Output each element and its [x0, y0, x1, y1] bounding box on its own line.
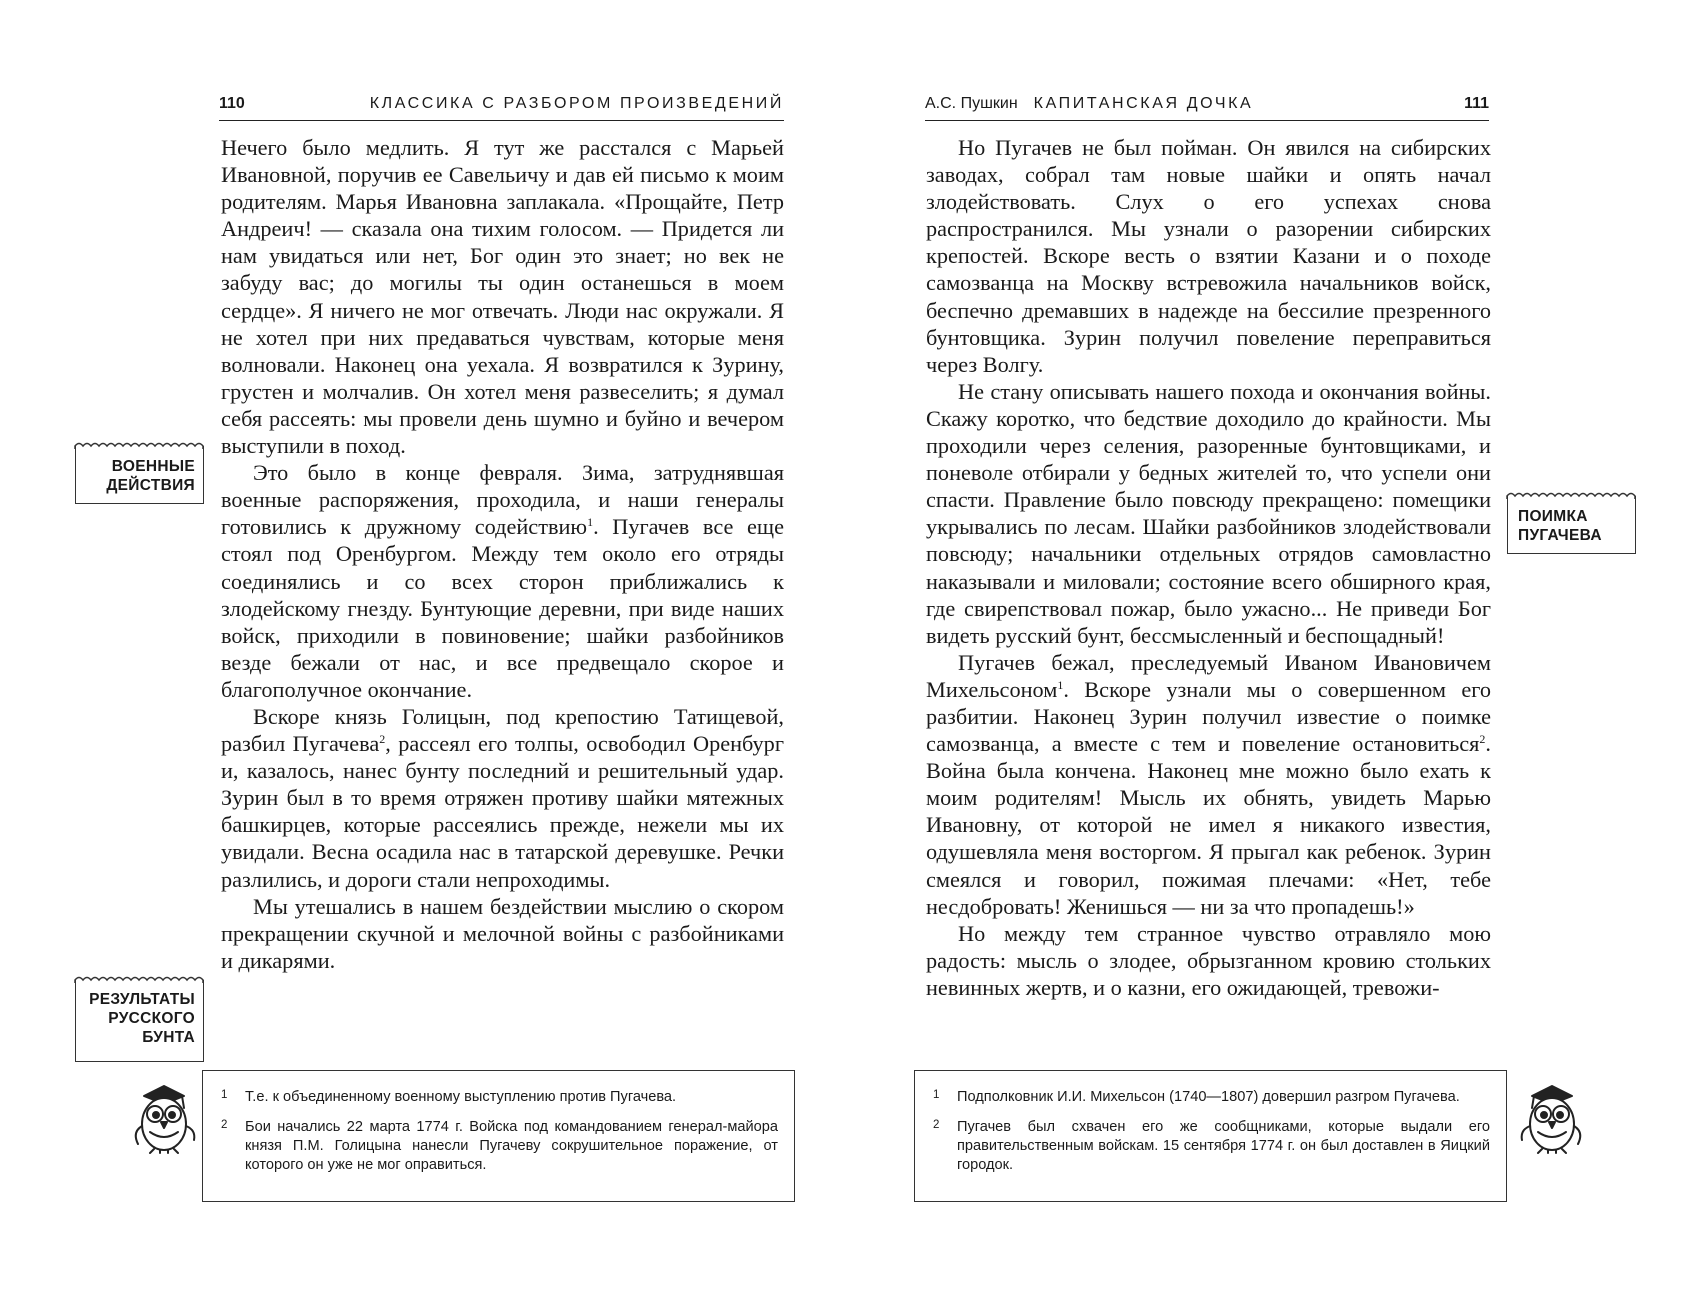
footnote: 2 Бои начались 22 марта 1774 г. Войска под командованием генерал-майора князя П.М. Голицына нанесли Пугачеву сокрушительное поражение, от которого он уже не мог оправиться. — [221, 1119, 778, 1173]
footnote-ref: 1 — [1057, 677, 1064, 692]
margin-tag-military: ВОЕННЫЕ ДЕЙСТВИЯ — [75, 446, 204, 504]
right-footnotes-box — [914, 1070, 1507, 1202]
torn-edge-icon — [74, 440, 207, 450]
paragraph: Но Пугачев не был пойман. Он явился на сибирских заводах, собрал там новые шайки и опять начал злодействовать. Слух о его успехах снова распространился. Мы узнали о разорении сибирских крепостей. Вскоре весть о взятии Казани и о походе самозванца на Москву встревожила начальников войск, беспечно дремавших в надежде на бессилие презренного бунтовщика. Зурин получил повеление переправиться через Волгу. — [926, 135, 1491, 377]
footnote: 1 Подполковник И.И. Михельсон (1740—1807) довершил разгром Пугачева. — [933, 1089, 1460, 1105]
paragraph: Но между тем странное чувство отравляло мою радость: мысль о злодее, обрызганном кровию стольких невинных жертв, и о казни, его ожидающей, тревожи- — [926, 920, 1491, 1000]
footnote-ref: 2 — [379, 732, 386, 747]
right-page-header — [925, 94, 1489, 121]
paragraph: Это было в конце февраля. Зима, затруднявшая военные распоряжения, проходила, и наши генералы готовились к дружному содействию$^1$. Пугачев все еще стоял под Оренбургом. Между тем около его отряды соединялись и со всех сторон приближались к злодейскому гнезду. Бунтующие деревни, при виде наших войск, приходили в повиновение; шайки разбойников везде бежали от нас, и все предвещало скорое и благополучное окончание. — [221, 460, 784, 702]
margin-tag-results: РЕЗУЛЬТАТЫ РУССКОГО БУНТА — [75, 980, 204, 1062]
paragraph: Вскоре князь Голицын, под крепостию Татищевой, разбил Пугачева$^2$, рассеял его толпы, освободил Оренбург и, казалось, нанес бунту последний и решительный удар. Зурин был в то время отряжен противу шайки мятежных башкирцев, которые рассеялись прежде, нежели мы их увидали. Весна осадила нас в татарской деревушке. Речки разлились, и дороги стали непроходимы. — [221, 703, 784, 892]
paragraph: Мы утешались в нашем бездействии мыслию о скором прекращении скучной и мелочной войны с разбойниками и дикарями. — [221, 893, 784, 973]
footnote: 2 Пугачев был схвачен его же сообщниками, которые выдали его правительственным войскам. 15 сентября 1774 г. он был доставлен в Яицкий городок. — [933, 1119, 1490, 1173]
left-page-body — [221, 134, 784, 974]
margin-tag-capture: ПОИМКА ПУГАЧЕВА — [1507, 496, 1636, 554]
right-page-number: 111 — [1464, 95, 1489, 112]
right-running-title: КАПИТАНСКАЯ ДОЧКА — [1033, 95, 1254, 112]
left-footnotes-box — [202, 1070, 795, 1202]
left-page-header — [219, 94, 784, 121]
footnote-ref: 1 — [587, 515, 594, 530]
left-page-number: 110 — [219, 95, 245, 112]
owl-professor-icon — [1512, 1074, 1592, 1154]
owl-professor-icon — [124, 1074, 204, 1154]
torn-edge-icon — [1506, 490, 1639, 500]
author-name: А.С. Пушкин — [925, 95, 1018, 112]
paragraph: Нечего было медлить. Я тут же расстался с Марьей Ивановной, поручив ее Савельичу и дав ей письмо к моим родителям. Марья Ивановна заплакала. «Прощайте, Петр Андреич! — сказала она тихим голосом. — Придется ли нам увидаться или нет, Бог один это знает; но век не забуду вас; до могилы ты один останешься в моем сердце». Я ничего не мог отвечать. Люди нас окружали. Я не хотел при них предаваться чувствам, которые меня волновали. Наконец она уехала. Я возвратился к Зурину, грустен и молчалив. Он хотел меня развеселить; я думал себя рассеять: мы провели день шумно и буйно и вечером выступили в поход. — [221, 135, 784, 459]
footnote: 1 Т.е. к объединенному военному выступлению против Пугачева. — [221, 1089, 677, 1105]
footnote-ref: 2 — [1479, 732, 1486, 747]
right-page-body — [926, 134, 1491, 1001]
right-running-title-group — [925, 95, 1253, 113]
torn-edge-icon — [74, 974, 207, 984]
left-running-title: КЛАССИКА С РАЗБОРОМ ПРОИЗВЕДЕНИЙ — [369, 95, 784, 112]
paragraph: Не стану описывать нашего похода и окончания войны. Скажу коротко, что бедствие доходило до крайности. Мы проходили через селения, разоренные бунтовщиками, и поневоле отбирали у бедных жителей то, что успели они спасти. Правление было повсюду прекращено: помещики укрывались по лесам. Шайки разбойников злодействовали повсюду; начальники отдельных отрядов самовластно наказывали и миловали; состояние всего обширного края, где свирепствовал пожар, было ужасно... Не приведи Бог видеть русский бунт, бессмысленный и беспощадный! — [926, 378, 1491, 648]
paragraph: Пугачев бежал, преследуемый Иваном Ивановичем Михельсоном$^1$. Вскоре узнали мы о совершенном его разбитии. Наконец Зурин получил известие о поимке самозванца, а вместе с тем и повеление остановиться$^2$. Война была кончена. Наконец мне можно было ехать к моим родителям! Мысль их обнять, увидеть Марью Ивановну, от которой не имел я никакого известия, одушевляла меня восторгом. Я прыгал как ребенок. Зурин смеялся и говорил, пожимая плечами: «Нет, тебе несдобровать! Женишься — ни за что пропадешь!» — [926, 649, 1491, 919]
